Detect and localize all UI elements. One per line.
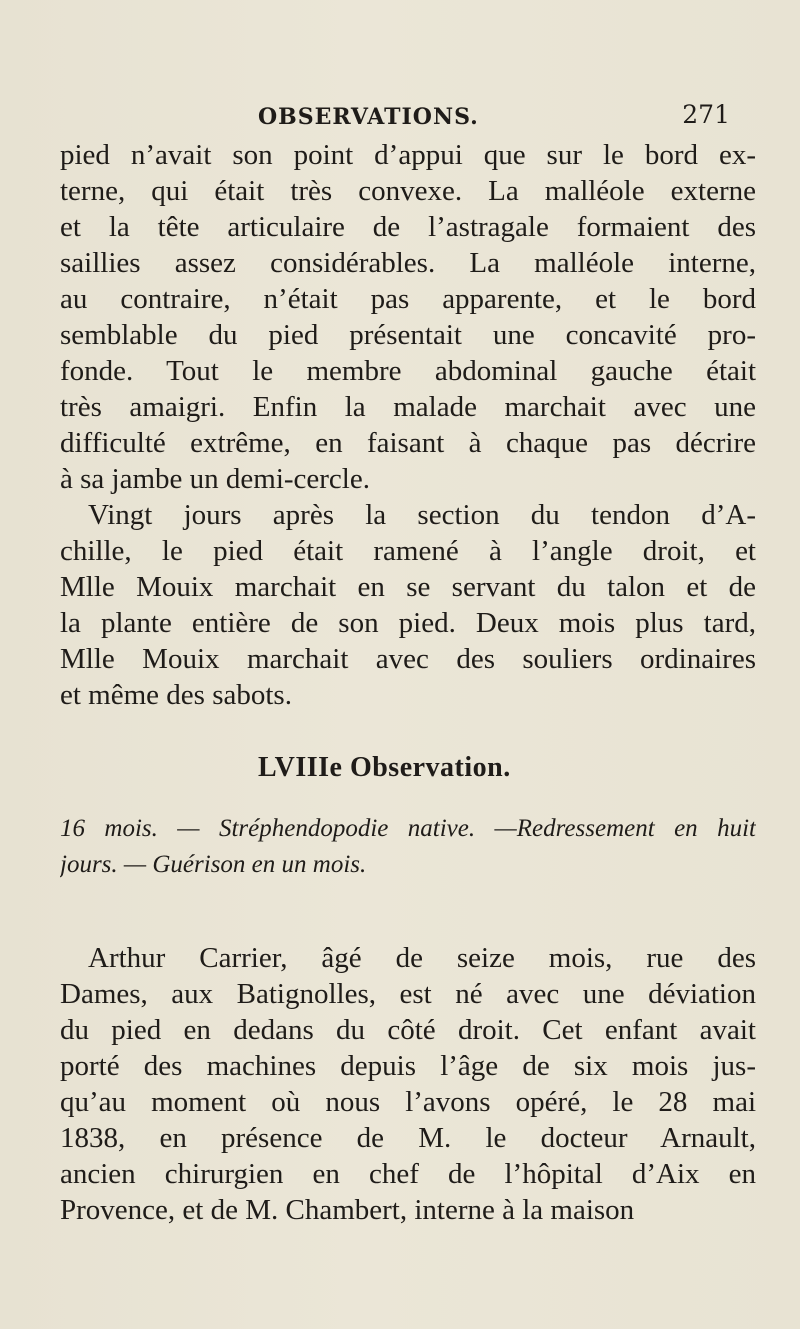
case-line: Arthur Carrier, âgé de seize mois, rue des [88,942,756,974]
case-line: ancien chirurgien en chef de l’hôpital d’Aix en [60,1158,756,1190]
text-line: fonde. Tout le membre abdominal gauche était [60,355,756,387]
case-line: 1838, en présence de M. le docteur Arnault, [60,1122,756,1154]
case-text [60,940,756,1228]
case-line: Provence, et de M. Chambert, interne à la maison [60,1194,635,1226]
text-line: Vingt jours après la section du tendon d’A- [88,499,756,531]
text-line: et la tête articulaire de l’astragale formaient des [60,211,756,243]
running-title: OBSERVATIONS. [258,104,479,130]
text-line: terne, qui était très convexe. La malléole externe [60,175,756,207]
case-line: qu’au moment où nous l’avons opéré, le 28 mai [60,1086,756,1118]
page-header [258,100,748,140]
text-line: difficulté extrême, en faisant à chaque pas décrire [60,427,756,459]
text-line: et même des sabots. [60,679,292,711]
text-line: saillies assez considérables. La malléole interne, [60,247,756,279]
text-line: à sa jambe un demi-cercle. [60,463,370,495]
text-line: chille, le pied était ramené à l’angle droit, et [60,535,756,567]
observation-summary [60,812,756,884]
case-line: Dames, aux Batignolles, est né avec une déviation [60,978,756,1010]
summary-line: 16 mois. — Stréphendopodie native. —Redressement en huit [60,815,756,842]
summary-line: jours. — Guérison en un mois. [60,851,367,878]
case-line: porté des machines depuis l’âge de six mois jus- [60,1050,756,1082]
text-line: semblable du pied présentait une concavité pro- [60,319,756,351]
text-line: Mlle Mouix marchait avec des souliers ordinaires [60,643,756,675]
page-number: 271 [682,100,730,129]
text-line: Mlle Mouix marchait en se servant du talon et de [60,571,756,603]
text-line: au contraire, n’était pas apparente, et le bord [60,283,756,315]
text-line: très amaigri. Enfin la malade marchait avec une [60,391,756,423]
section-title: LVIIIe Observation. [258,752,511,783]
text-line: la plante entière de son pied. Deux mois plus tard, [60,607,756,639]
case-line: du pied en dedans du côté droit. Cet enfant avait [60,1014,756,1046]
text-line: pied n’avait son point d’appui que sur le bord ex- [60,139,756,171]
body-text [60,137,756,713]
